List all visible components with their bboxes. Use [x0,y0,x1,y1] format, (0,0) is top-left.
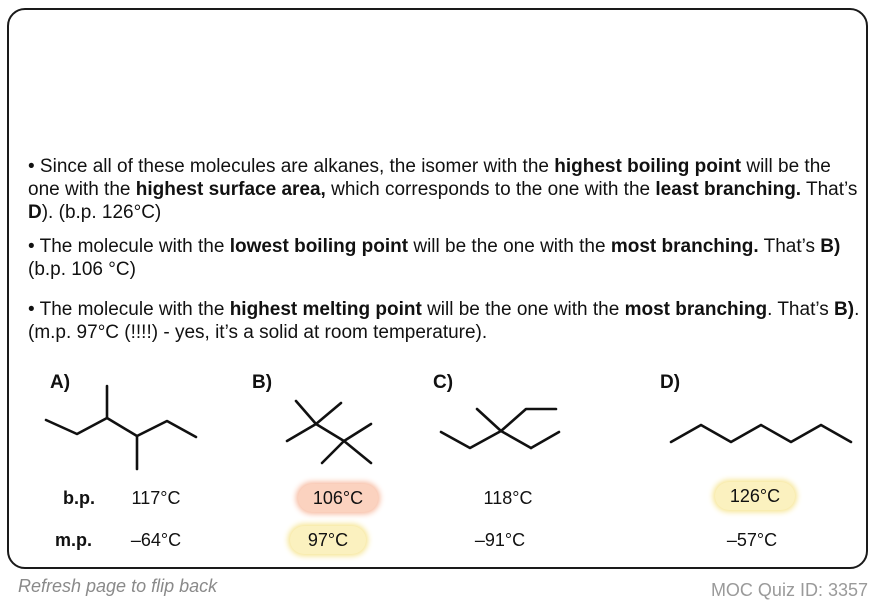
mp-row-label: m.p. [55,530,93,550]
molecule-label-d: D) [660,372,681,393]
explanation-paragraph-2: • The molecule with the lowest boiling point will be the one with the most branching. That’s B) (b.p. 106 °C) [28,236,841,280]
mp-value-b: 97°C [290,526,366,554]
molecule-label-a: A) [50,372,71,393]
bp-row-label: b.p. [63,488,95,508]
bp-value-b: 106°C [298,484,378,512]
quiz-id: MOC Quiz ID: 3357 [710,580,868,600]
explanation-paragraph-3: • The molecule with the highest melting point will be the one with the most branching. That’s B). (m.p. 97°C (!!!!) - yes, it’s a solid at room temperature). [28,299,860,343]
refresh-hint: Refresh page to flip back [18,576,218,596]
mp-value-d: –57°C [726,530,778,550]
molecule-label-c: C) [433,372,454,393]
bp-value-d: 126°C [715,482,795,510]
explanation-paragraph-1: • Since all of these molecules are alkanes, the isomer with the highest boiling point will be the one with the highest surface area, which corresponds to the one with the least branching. That’s D). (b.p. 126°C) [28,156,858,223]
mp-value-a: –64°C [130,530,182,550]
molecule-label-b: B) [252,372,273,393]
mp-value-c: –91°C [474,530,526,550]
molecule-d-chain [671,425,851,442]
bp-value-c: 118°C [483,488,533,508]
bp-value-a: 117°C [131,488,181,508]
